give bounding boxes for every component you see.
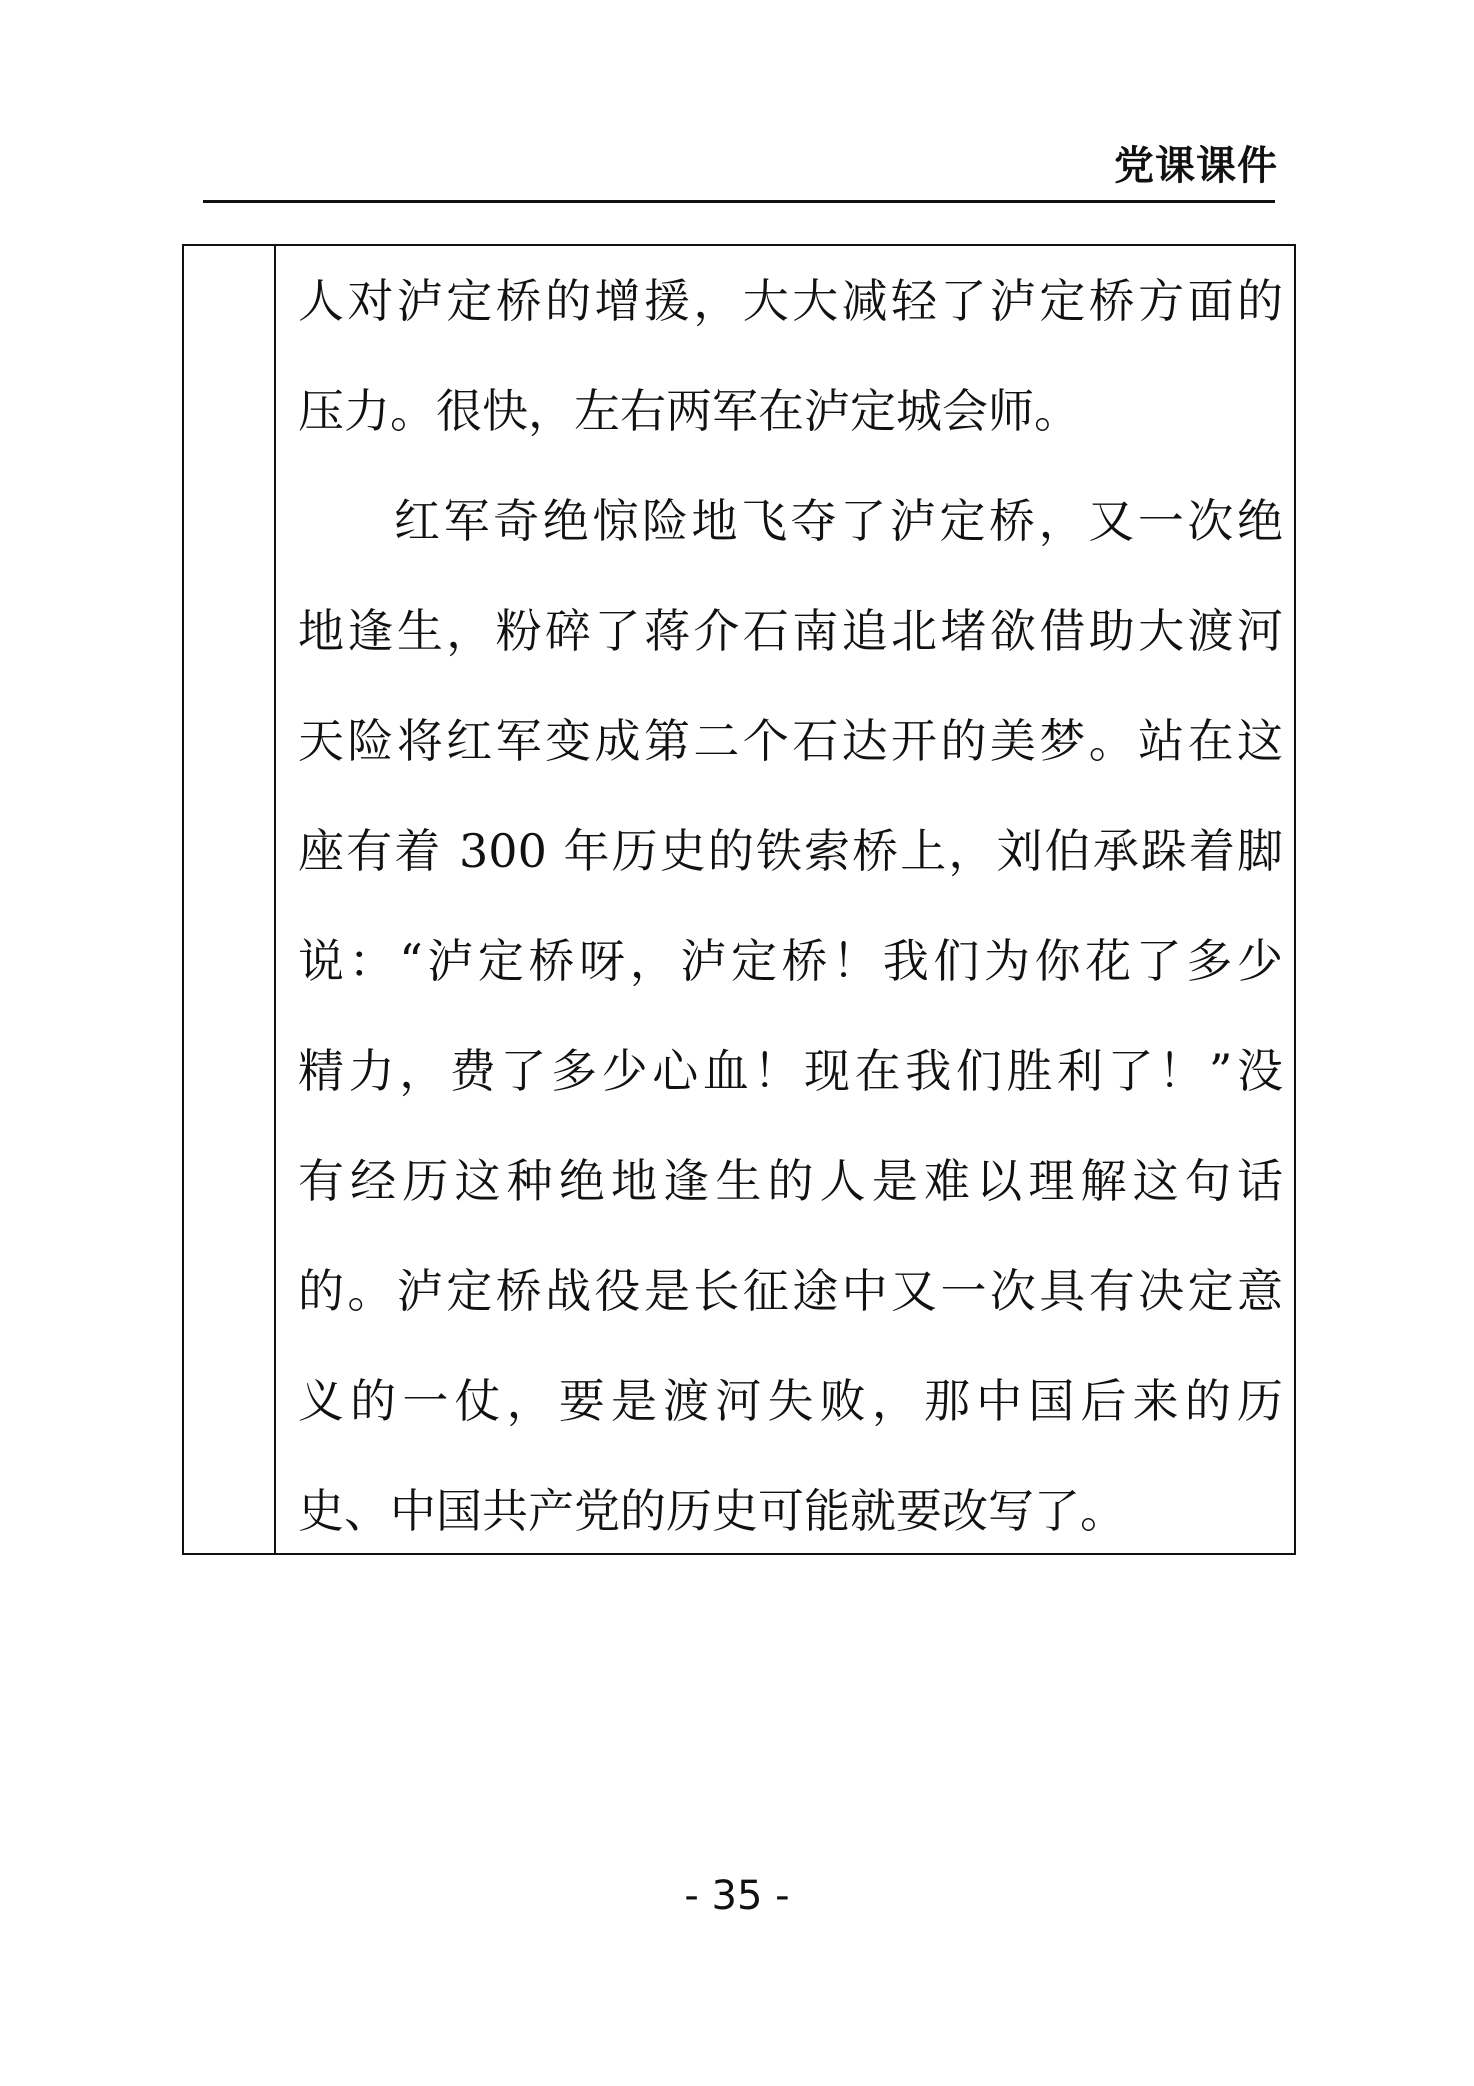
text-line: 地逢生，粉碎了蒋介石南追北堵欲借助大渡河	[298, 604, 1283, 658]
text-line: 的。泸定桥战役是长征途中又一次具有决定意	[298, 1264, 1283, 1318]
table-left-cell	[184, 246, 276, 1553]
content-table	[182, 244, 1296, 1555]
body-text	[298, 246, 1283, 1566]
header-title: 党课课件	[1114, 143, 1278, 189]
text-line: 压力。很快，左右两军在泸定城会师。	[298, 384, 1080, 438]
text-line: 天险将红军变成第二个石达开的美梦。站在这	[298, 714, 1283, 768]
text-line: 说：“泸定桥呀，泸定桥！我们为你花了多少	[298, 934, 1283, 988]
header-divider	[203, 200, 1275, 203]
page-number: - 35 -	[684, 1873, 790, 1919]
text-line: 史、中国共产党的历史可能就要改写了。	[298, 1484, 1126, 1538]
text-line: 有经历这种绝地逢生的人是难以理解这句话	[298, 1154, 1283, 1208]
text-line: 人对泸定桥的增援，大大减轻了泸定桥方面的	[298, 274, 1283, 328]
text-line: 座有着 300 年历史的铁索桥上，刘伯承跺着脚	[298, 824, 1283, 878]
text-line: 义的一仗，要是渡河失败，那中国后来的历	[298, 1374, 1283, 1428]
text-line: 精力，费了多少心血！现在我们胜利了！”没	[298, 1044, 1283, 1098]
text-line: 红军奇绝惊险地飞夺了泸定桥，又一次绝	[394, 494, 1283, 548]
